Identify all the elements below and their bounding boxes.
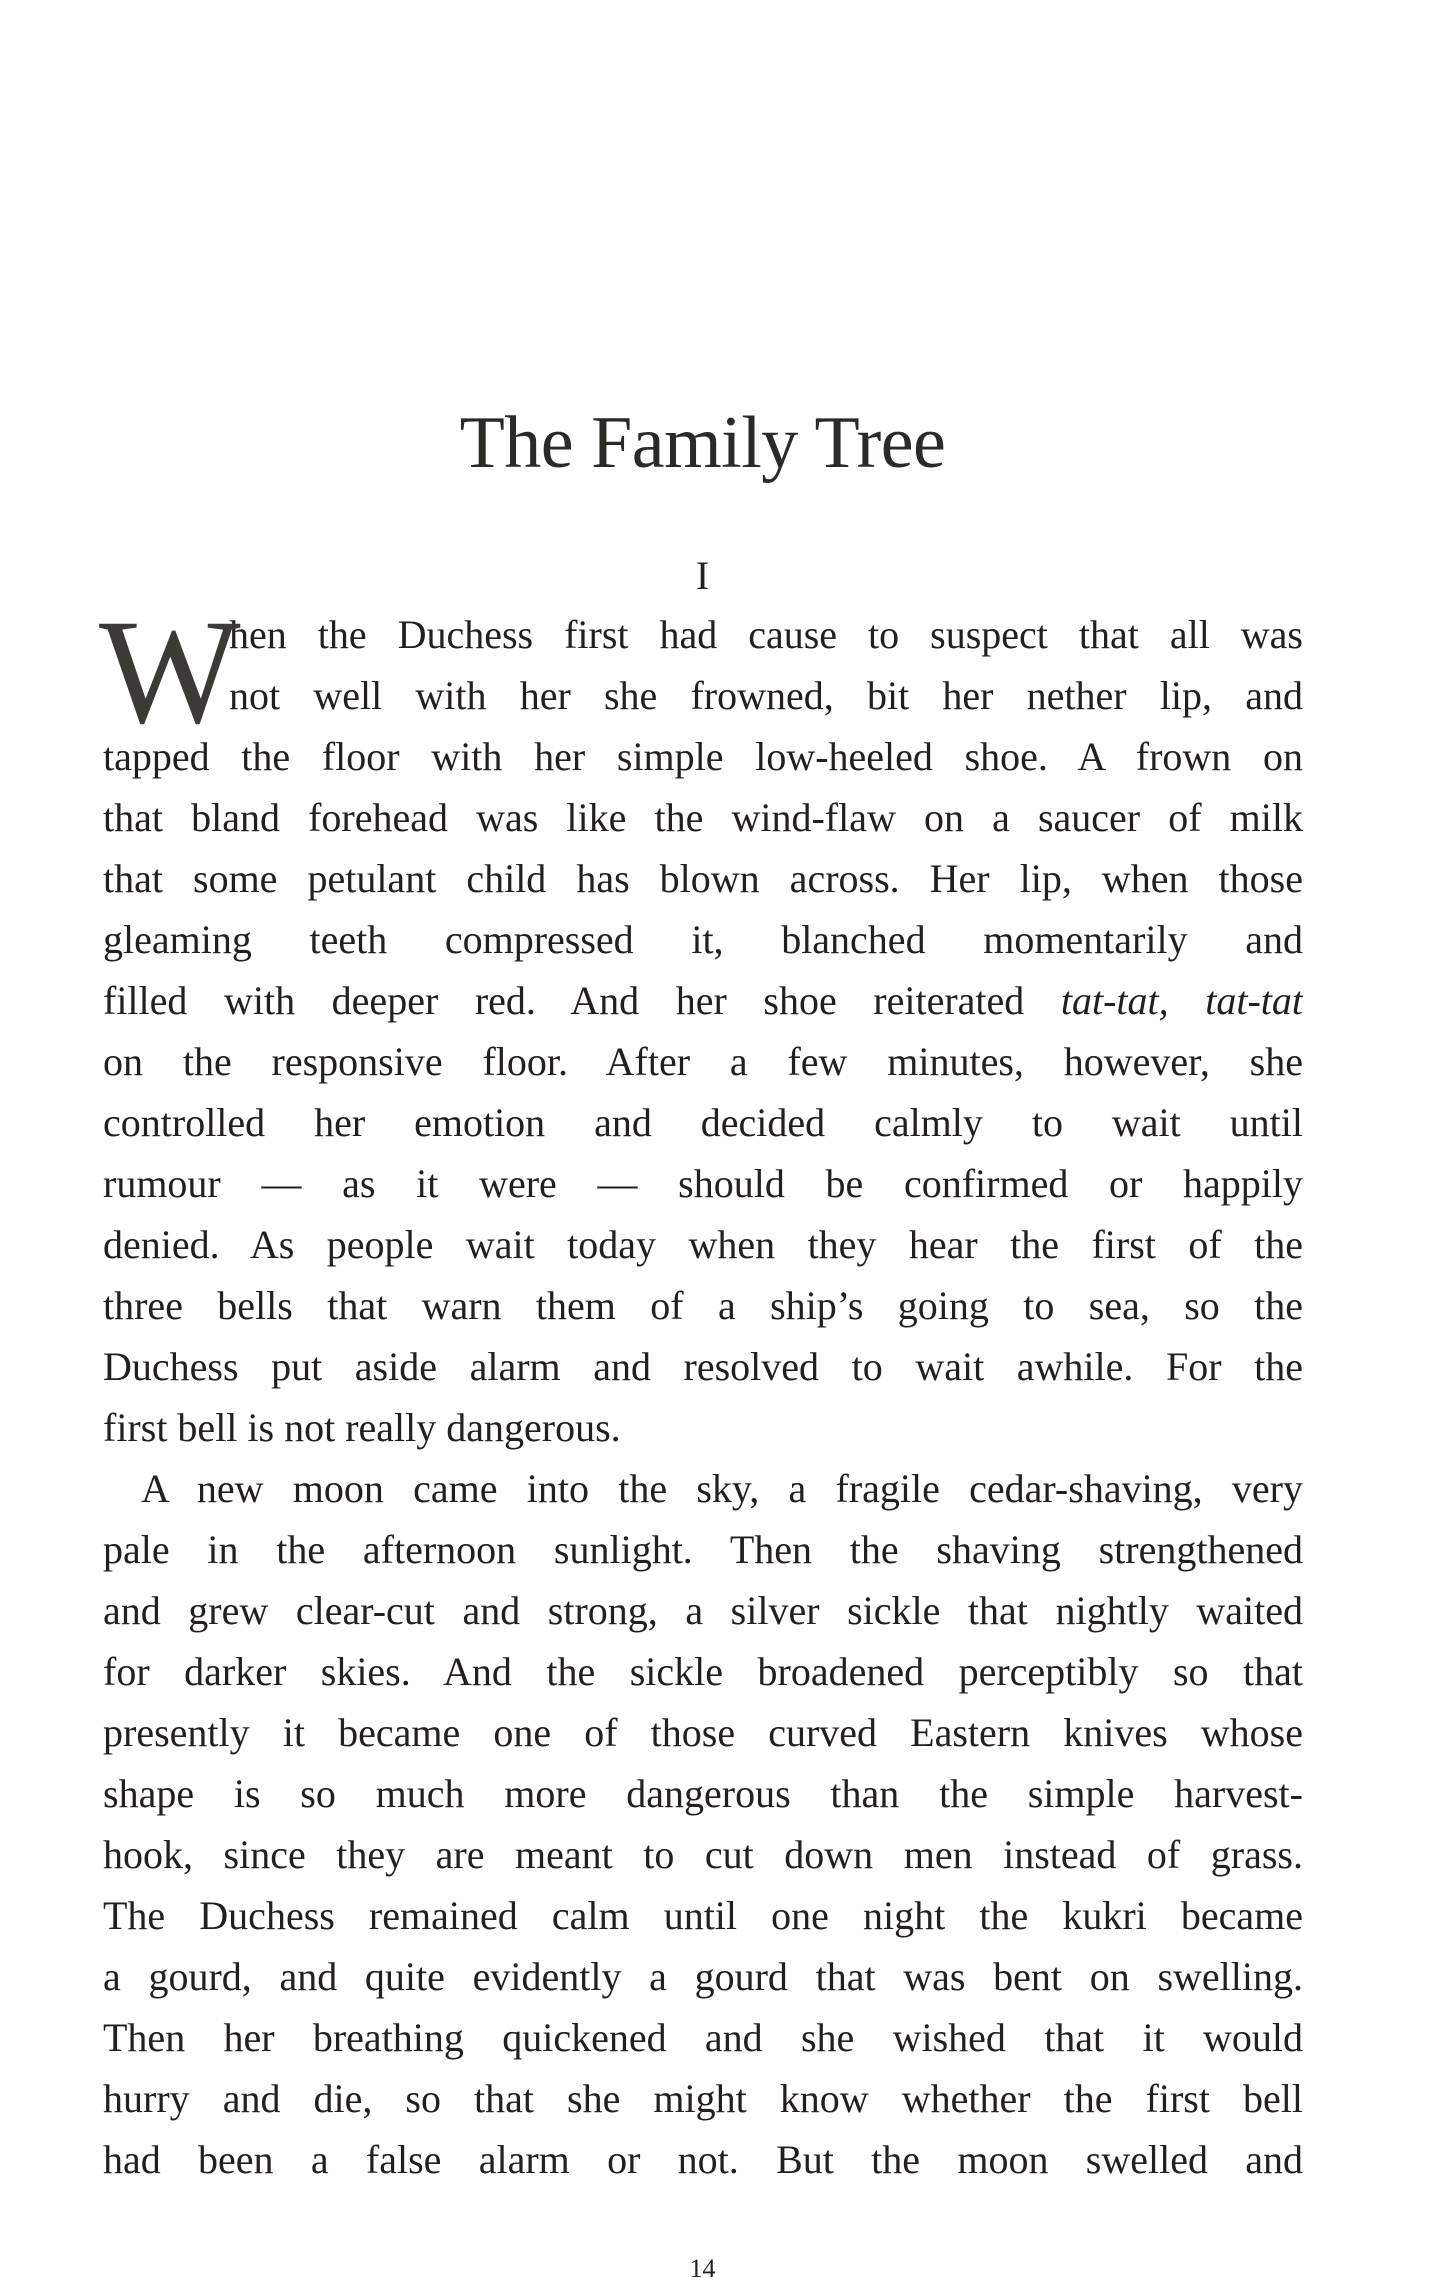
- text-line: Duchess put aside alarm and resolved to wait awhile. For the: [103, 1344, 1303, 1389]
- text-line: pale in the afternoon sunlight. Then the shaving strengthened: [103, 1527, 1303, 1572]
- text-line: The Duchess remained calm until one night the kukri became: [103, 1893, 1303, 1938]
- text-line: Then her breathing quickened and she wished that it would: [103, 2015, 1303, 2060]
- chapter-title: The Family Tree: [459, 402, 946, 484]
- text-line: presently it became one of those curved Eastern knives whose: [103, 1710, 1303, 1755]
- body-text: [99, 589, 1303, 2190]
- text-line: gleaming teeth compressed it, blanched momentarily and: [103, 917, 1303, 962]
- text-line: three bells that warn them of a ship’s going to sea, so the: [103, 1283, 1303, 1328]
- page-number: 14: [689, 2254, 716, 2283]
- text-line: that some petulant child has blown across. Her lip, when those: [103, 856, 1303, 901]
- text-line: hurry and die, so that she might know whether the first bell: [103, 2076, 1303, 2121]
- text-line: and grew clear-cut and strong, a silver sickle that nightly waited: [103, 1588, 1303, 1633]
- text-line: hook, since they are meant to cut down men instead of grass.: [103, 1832, 1303, 1877]
- drop-cap: W: [99, 589, 241, 755]
- text-line: hen the Duchess first had cause to suspect that all was: [229, 612, 1303, 657]
- text-line: rumour — as it were — should be confirmed or happily: [103, 1161, 1303, 1206]
- text-line: shape is so much more dangerous than the simple harvest-: [103, 1771, 1303, 1816]
- text-line: controlled her emotion and decided calmly to wait until: [103, 1100, 1303, 1145]
- italic-phrase: tat-tat, tat-tat: [1060, 978, 1303, 1023]
- text-line: denied. As people wait today when they hear the first of the: [103, 1222, 1303, 1267]
- text-line: a gourd, and quite evidently a gourd that was bent on swelling.: [103, 1954, 1303, 1999]
- text-line: first bell is not really dangerous.: [103, 1405, 621, 1450]
- text-line: for darker skies. And the sickle broadened perceptibly so that: [103, 1649, 1303, 1694]
- text-line: on the responsive floor. After a few minutes, however, she: [103, 1039, 1303, 1084]
- text-line: had been a false alarm or not. But the moon swelled and: [103, 2137, 1303, 2182]
- text-line-part: filled with deeper red. And her shoe reiterated: [103, 978, 1025, 1023]
- text-line: that bland forehead was like the wind-flaw on a saucer of milk: [103, 795, 1303, 840]
- section-number: I: [695, 553, 710, 598]
- text-line: not well with her she frowned, bit her nether lip, and: [229, 673, 1303, 718]
- text-line: A new moon came into the sky, a fragile cedar-shaving, very: [141, 1466, 1303, 1511]
- text-line: [103, 970, 1303, 1031]
- text-line: tapped the floor with her simple low-heeled shoe. A frown on: [103, 734, 1303, 779]
